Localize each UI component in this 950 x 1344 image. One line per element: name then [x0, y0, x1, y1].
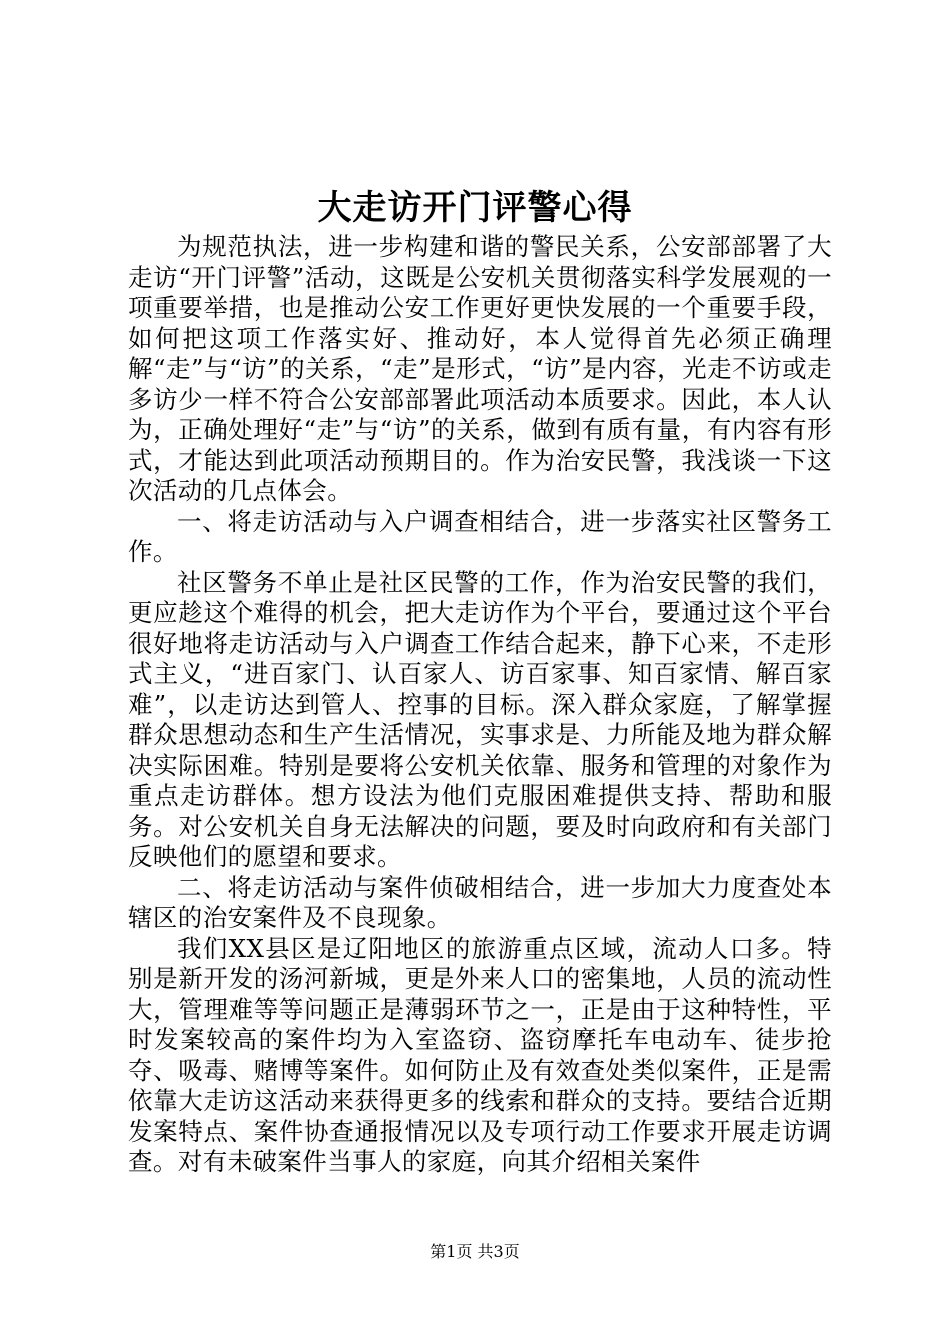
paragraph-case-investigation: 我们XX县区是辽阳地区的旅游重点区域，流动人口多。特别是新开发的汤河新城，更是外来人口的密集地，人员的流动性大，管理难等等问题正是薄弱环节之一，正是由于这种特性，平时发案较高的案件均为入室盗窃、盗窃摩托车电动车、徒步抢夺、吸毒、赌博等案件。如何防止及有效查处类似案件，正是需依靠大走访这活动来获得更多的线索和群众的支持。要结合近期发案特点、案件协查通报情况以及专项行动工作要求开展走访调查。对有未破案件当事人的家庭，向其介绍相关案件: [128, 933, 832, 1176]
page-number-footer: 第1页 共3页: [430, 1242, 520, 1261]
paragraph-community-policing: 社区警务不单止是社区民警的工作，作为治安民警的我们，更应趁这个难得的机会，把大走访作为个平台，要通过这个平台很好地将走访活动与入户调查工作结合起来，静下心来，不走形式主义，“进百家门、认百家人、访百家事、知百家情、解百家难”，以走访达到管人、控事的目标。深入群众家庭，了解掌握群众思想动态和生产生活情况，实事求是、力所能及地为群众解决实际困难。特别是要将公安机关依靠、服务和管理的对象作为重点走访群体。想方设法为他们克服困难提供支持、帮助和服务。对公安机关自身无法解决的问题，要及时向政府和有关部门反映他们的愿望和要求。: [128, 567, 832, 871]
document-title: 大走访开门评警心得: [317, 188, 633, 228]
document-body: [128, 232, 832, 1178]
paragraph-heading-2: 二、将走访活动与案件侦破相结合，进一步加大力度查处本辖区的治安案件及不良现象。: [128, 872, 832, 932]
paragraph-intro: 为规范执法，进一步构建和谐的警民关系，公安部部署了大走访“开门评警”活动，这既是公安机关贯彻落实科学发展观的一项重要举措，也是推动公安工作更好更快发展的一个重要手段，如何把这项工作落实好、推动好，本人觉得首先必须正确理解“走”与“访”的关系，“走”是形式，“访”是内容，光走不访或走多访少一样不符合公安部部署此项活动本质要求。因此，本人认为，正确处理好“走”与“访”的关系，做到有质有量，有内容有形式，才能达到此项活动预期目的。作为治安民警，我浅谈一下这次活动的几点体会。: [128, 232, 832, 505]
paragraph-heading-1: 一、将走访活动与入户调查相结合，进一步落实社区警务工作。: [128, 506, 832, 566]
